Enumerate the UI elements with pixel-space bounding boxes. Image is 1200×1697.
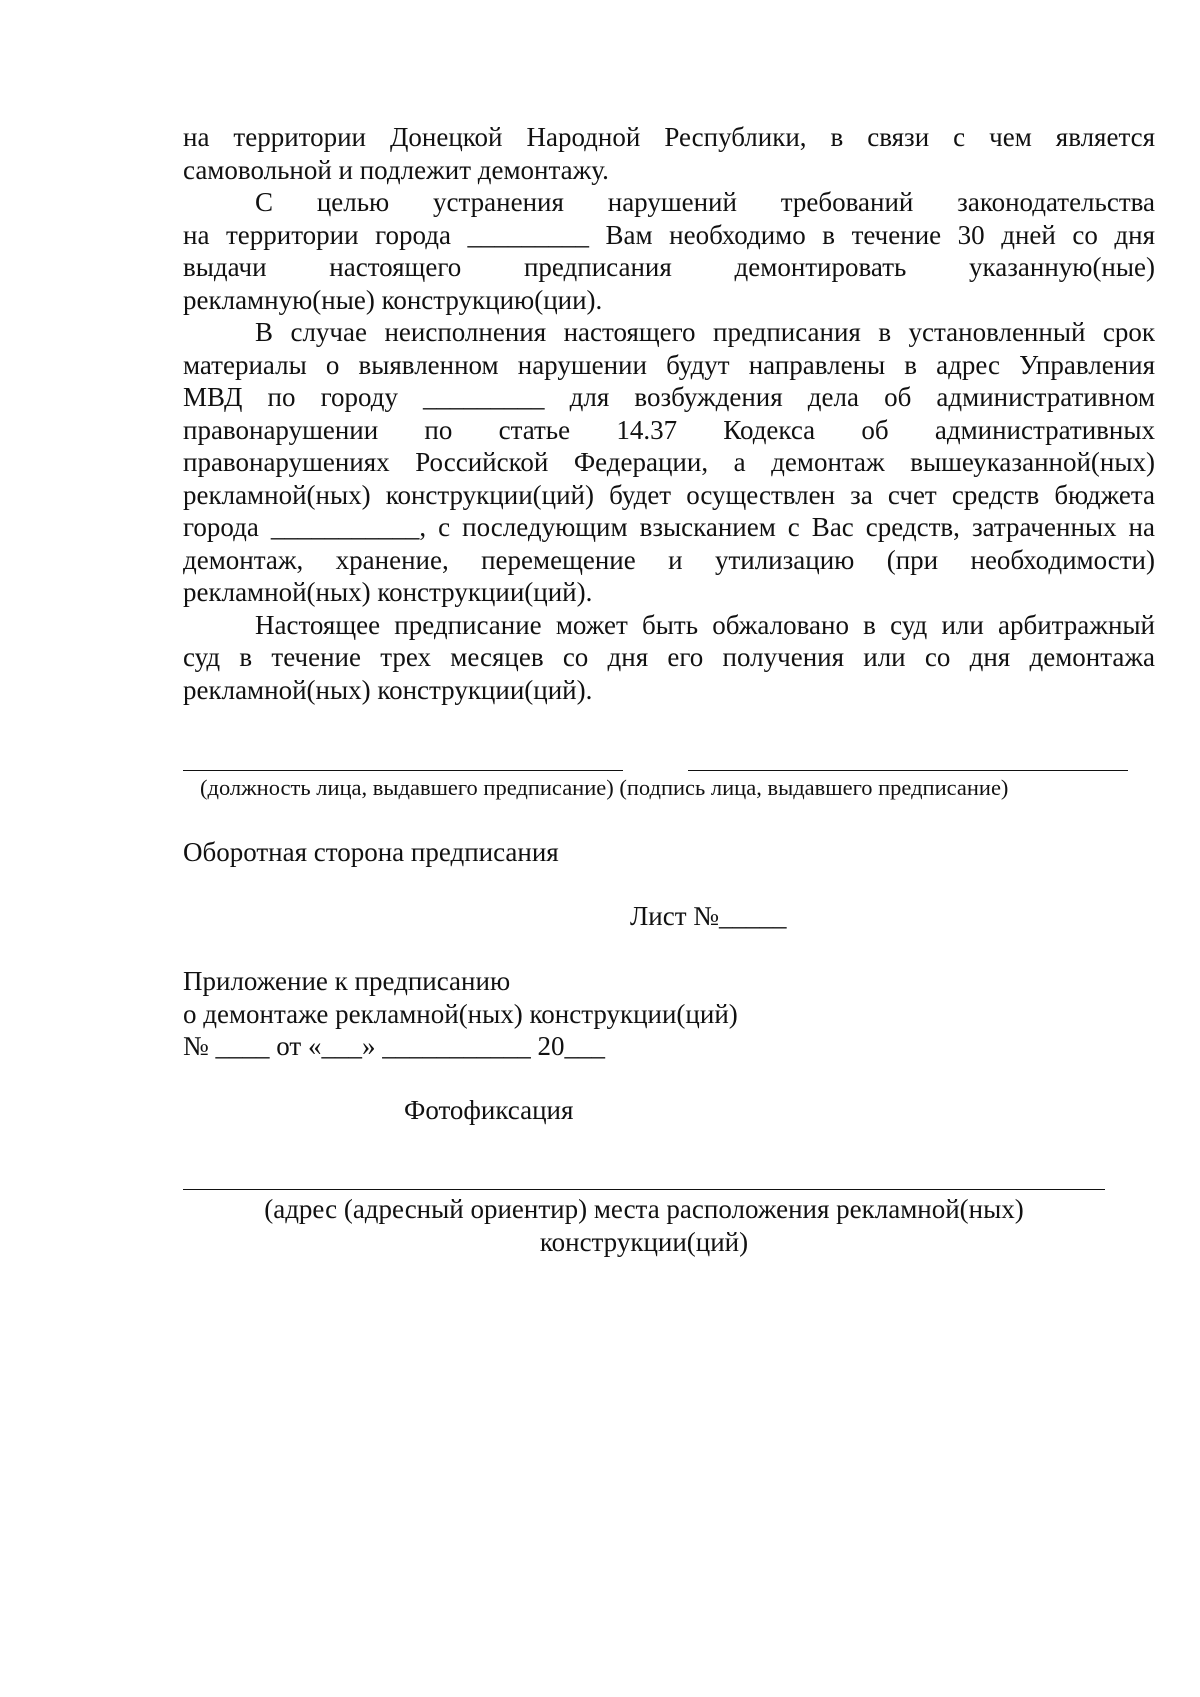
text-line: города ___________, с последующим взысканием с Вас средств, затраченных на	[183, 512, 1155, 542]
signature-caption: (должность лица, выдавшего предписание) (подпись лица, выдавшего предписание)	[200, 775, 1009, 800]
text-line: МВД по городу _________ для возбуждения дела об административном	[183, 382, 1155, 412]
appendix-heading	[183, 965, 883, 1063]
appendix-line: Приложение к предписанию	[183, 966, 511, 996]
appendix-line: № ____ от «___» ___________ 20___	[183, 1031, 605, 1061]
prescription-body	[183, 121, 1155, 706]
address-caption-line: конструкции(ций)	[539, 1226, 749, 1257]
text-line: суд в течение трех месяцев со дня его получения или со дня демонтажа	[183, 642, 1155, 672]
text-line: правонарушениях Российской Федерации, а демонтаж вышеуказанной(ных)	[183, 447, 1155, 477]
reverse-side-heading: Оборотная сторона предписания	[183, 837, 559, 867]
text-line: демонтаж, хранение, перемещение и утилизацию (при необходимости)	[183, 544, 1155, 575]
text-line: рекламной(ных) конструкции(ций) будет осуществлен за счет средств бюджета	[183, 479, 1155, 510]
address-caption	[183, 1193, 1105, 1258]
text-line: С целью устранения нарушений требований законодательства	[255, 187, 1155, 217]
paragraph-4	[183, 609, 1155, 707]
address-line	[183, 1189, 1105, 1190]
text-line: В случае неисполнения настоящего предписания в установленный срок	[255, 317, 1155, 347]
text-line: выдачи настоящего предписания демонтировать указанную(ные)	[183, 252, 1155, 282]
text-line: правонарушении по статье 14.37 Кодекса об административных	[183, 414, 1155, 445]
photo-fixation-title: Фотофиксация	[404, 1095, 574, 1125]
signature-line	[688, 770, 1128, 771]
position-signature-line	[183, 770, 623, 771]
text-line: рекламную(ные) конструкцию(ции).	[183, 284, 603, 315]
text-line: Настоящее предписание может быть обжаловано в суд или арбитражный	[255, 609, 1155, 640]
text-line: материалы о выявленном нарушении будут направлены в адрес Управления	[183, 349, 1155, 380]
text-line: рекламной(ных) конструкции(ций).	[183, 577, 593, 607]
paragraph-1	[183, 121, 1155, 186]
appendix-line: о демонтаже рекламной(ных) конструкции(ций)	[183, 998, 738, 1029]
text-line: на территории города _________ Вам необходимо в течение 30 дней со дня	[183, 219, 1155, 250]
text-line: самовольной и подлежит демонтажу.	[183, 154, 609, 185]
address-caption-line: (адрес (адресный ориентир) места расположения рекламной(ных)	[264, 1194, 1024, 1224]
text-line: рекламной(ных) конструкции(ций).	[183, 674, 593, 705]
sheet-number: Лист №_____	[630, 901, 787, 931]
paragraph-3	[183, 316, 1155, 609]
paragraph-2	[183, 186, 1155, 316]
text-line: на территории Донецкой Народной Республики, в связи с чем является	[183, 122, 1155, 152]
